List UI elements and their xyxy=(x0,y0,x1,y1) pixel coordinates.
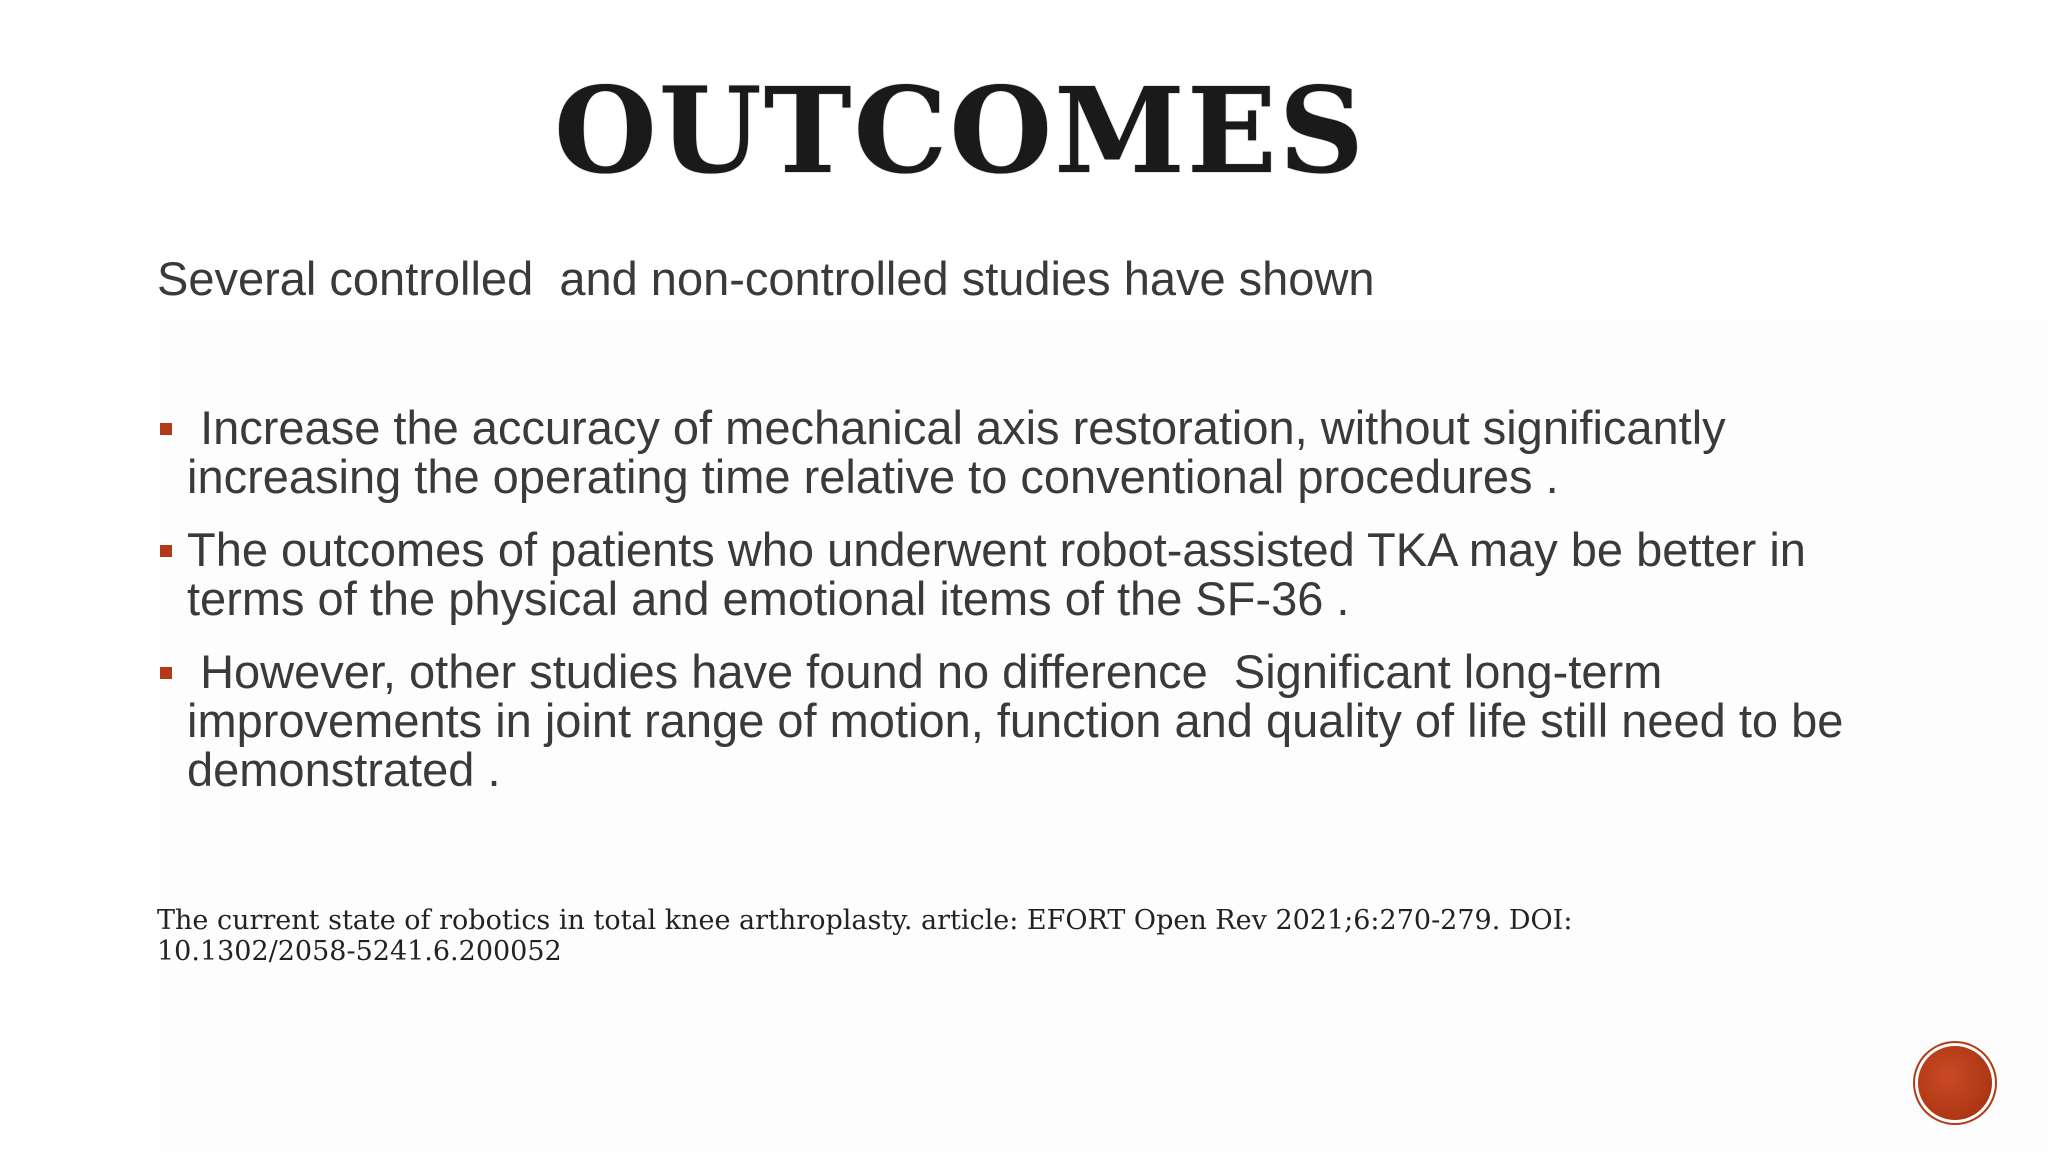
square-bullet-icon xyxy=(160,667,172,679)
bullet-text: Increase the accuracy of mechanical axis restoration, without significantly increasing the operating time relative to conventional procedures . xyxy=(187,401,1739,503)
square-bullet-icon xyxy=(160,545,172,557)
bullet-item xyxy=(157,647,1897,794)
slide-title: OUTCOMES xyxy=(554,61,1366,200)
nav-circle-button[interactable] xyxy=(1918,1046,1992,1120)
bullet-text: However, other studies have found no difference Significant long-term improvements in joint range of motion, function and quality of life still need to be demonstrated . xyxy=(187,645,1857,796)
bullet-item xyxy=(157,403,1897,501)
intro-text: Several controlled and non-controlled studies have shown xyxy=(157,252,1375,305)
bullet-list xyxy=(157,403,1897,818)
bullet-text: The outcomes of patients who underwent robot-assisted TKA may be better in terms of the physical and emotional items of the SF-36 . xyxy=(187,523,1819,625)
square-bullet-icon xyxy=(160,423,172,435)
citation-text: The current state of robotics in total knee arthroplasty. article: EFORT Open Rev 2021;6:270-279. DOI: 10.1302/2058-5241.6.200052 xyxy=(157,905,1573,967)
bullet-item xyxy=(157,525,1897,623)
